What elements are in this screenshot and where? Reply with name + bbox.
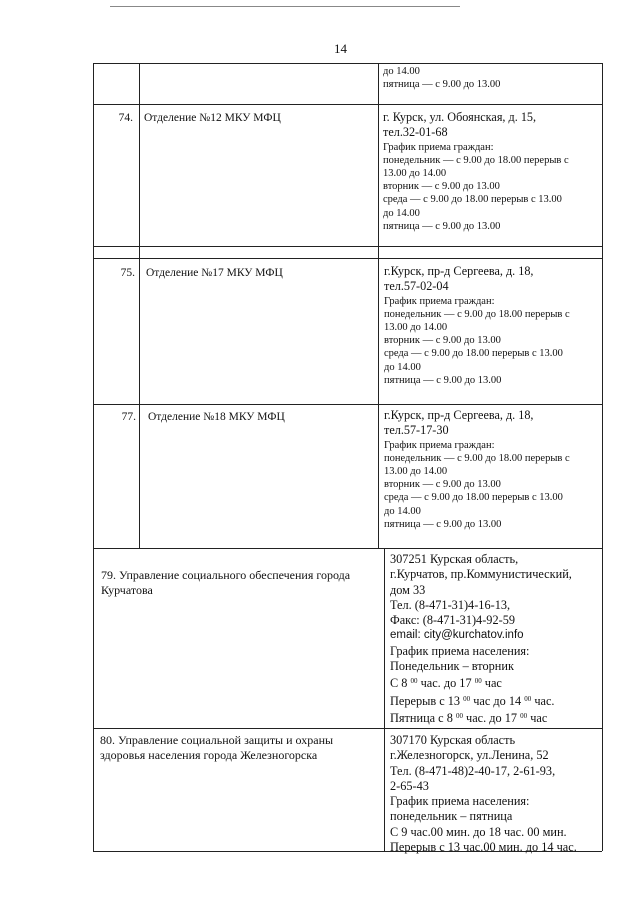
text-line: пятница — с 9.00 до 13.00 xyxy=(383,220,501,232)
hours-part: час до 14 xyxy=(470,693,525,708)
text-line: тел.57-17-30 xyxy=(384,423,449,438)
text-line: понедельник – пятница xyxy=(390,809,513,824)
text-line: пятница — с 9.00 до 13.00 xyxy=(384,518,502,530)
text-line: понедельник — с 9.00 до 18.00 перерыв с xyxy=(384,452,570,464)
row-border xyxy=(93,728,602,729)
row-border xyxy=(93,104,602,105)
text-line: дом 33 xyxy=(390,582,426,597)
hours-line xyxy=(390,692,572,709)
department-contacts xyxy=(390,552,572,726)
table-left-border xyxy=(93,63,94,851)
row-border xyxy=(93,258,602,259)
text-line: г.Курск, пр-д Сергеева, д. 18, xyxy=(384,264,534,278)
text-line: Понедельник – вторник xyxy=(390,659,514,674)
hours-superscript: 00 xyxy=(520,711,528,720)
hours-line xyxy=(390,674,572,691)
branch-name: Отделение №18 МКУ МФЦ xyxy=(148,411,285,423)
hours-line xyxy=(390,709,572,726)
text-line: Тел. (8-471-48)2-40-17, 2-61-93, xyxy=(390,763,556,778)
address-column-border xyxy=(378,63,379,548)
text-line: График приема граждан: xyxy=(384,295,495,307)
hours-superscript: 00 xyxy=(410,677,418,686)
hours-part: час xyxy=(527,710,548,725)
hours-part: час xyxy=(481,676,502,691)
row-number: 74. xyxy=(118,112,133,124)
row-border xyxy=(93,63,602,64)
text-line: г.Курчатов, пр.Коммунистический, xyxy=(390,567,572,582)
text-line: График приема населения: xyxy=(390,794,530,809)
email-link[interactable]: email: city@kurchatov.info xyxy=(390,629,524,642)
text-line: среда — с 9.00 до 18.00 перерыв с 13.00 xyxy=(383,194,562,206)
text-line: до 14.00 xyxy=(383,66,420,77)
continuation-schedule xyxy=(383,65,500,91)
text-line: 307170 Курская область xyxy=(390,733,516,747)
text-line: вторник — с 9.00 до 13.00 xyxy=(384,335,501,347)
number-column-border xyxy=(139,63,140,548)
text-line: График приема населения: xyxy=(390,643,530,658)
text-line: среда — с 9.00 до 18.00 перерыв с 13.00 xyxy=(384,492,563,504)
hours-superscript: 00 xyxy=(474,677,482,686)
hours-superscript: 00 xyxy=(455,711,463,720)
text-line: понедельник — с 9.00 до 18.00 перерыв с xyxy=(384,308,570,320)
branch-address-schedule xyxy=(384,408,570,531)
text-line: 13.00 до 14.00 xyxy=(384,466,448,477)
hours-superscript: 00 xyxy=(463,694,471,703)
text-line: вторник — с 9.00 до 13.00 xyxy=(384,479,501,491)
text-line: 13.00 до 14.00 xyxy=(384,322,448,333)
text-line: понедельник — с 9.00 до 18.00 перерыв с xyxy=(383,154,569,166)
text-line: г.Железногорск, ул.Ленина, 52 xyxy=(390,748,549,763)
text-line: Перерыв с 13 час.00 мин. до 14 час. xyxy=(390,840,577,855)
branch-address-schedule xyxy=(383,110,569,233)
row-border xyxy=(93,548,602,549)
text-line: вторник — с 9.00 до 13.00 xyxy=(383,181,500,193)
text-line: тел.32-01-68 xyxy=(383,125,448,140)
text-line: Факс: (8-471-31)4-92-59 xyxy=(390,613,515,628)
text-line: до 14.00 xyxy=(384,361,421,373)
table-right-border xyxy=(602,63,603,851)
hours-part: С 8 xyxy=(390,676,411,691)
row-border xyxy=(93,246,602,247)
text-line: г.Курск, пр-д Сергеева, д. 18, xyxy=(384,408,534,422)
text-line: 79. Управление социального обеспечения города xyxy=(101,568,351,582)
text-line: С 9 час.00 мин. до 18 час. 00 мин. xyxy=(390,824,567,839)
hours-part: Перерыв с 13 xyxy=(390,693,464,708)
text-line: до 14.00 xyxy=(383,207,420,219)
text-line: Тел. (8-471-31)4-16-13, xyxy=(390,597,511,612)
department-name xyxy=(101,568,350,599)
text-line: г. Курск, ул. Обоянская, д. 15, xyxy=(383,110,537,124)
address-column-border xyxy=(384,548,385,851)
branch-name: Отделение №17 МКУ МФЦ xyxy=(146,267,283,279)
hours-part: Пятница с 8 xyxy=(390,710,456,725)
hours-part: час. xyxy=(531,693,555,708)
text-line: График приема граждан: xyxy=(384,439,495,451)
branch-name: Отделение №12 МКУ МФЦ xyxy=(144,112,281,124)
text-line: 80. Управление социальной защиты и охраны xyxy=(100,733,334,747)
text-line: до 14.00 xyxy=(384,505,421,517)
text-line: Курчатова xyxy=(101,583,153,598)
row-number: 77. xyxy=(121,411,136,423)
text-line: здоровья населения города Железногорска xyxy=(100,748,318,763)
row-number: 75. xyxy=(120,267,135,279)
department-name xyxy=(100,733,333,764)
hours-part: час. до 17 xyxy=(417,676,475,691)
text-line: пятница — с 9.00 до 13.00 xyxy=(384,374,502,386)
text-line: График приема граждан: xyxy=(383,141,494,153)
hours-superscript: 00 xyxy=(524,694,532,703)
text-line: 13.00 до 14.00 xyxy=(383,168,447,179)
text-line: тел.57-02-04 xyxy=(384,279,449,294)
branch-address-schedule xyxy=(384,264,570,387)
text-line: пятница — с 9.00 до 13.00 xyxy=(383,79,501,91)
text-line: среда — с 9.00 до 18.00 перерыв с 13.00 xyxy=(384,348,563,360)
row-border xyxy=(93,404,602,405)
department-contacts xyxy=(390,733,577,855)
text-line: 2-65-43 xyxy=(390,778,429,793)
page-number: 14 xyxy=(334,41,347,56)
text-line: 307251 Курская область, xyxy=(390,552,519,566)
hours-part: час. до 17 xyxy=(462,710,521,725)
